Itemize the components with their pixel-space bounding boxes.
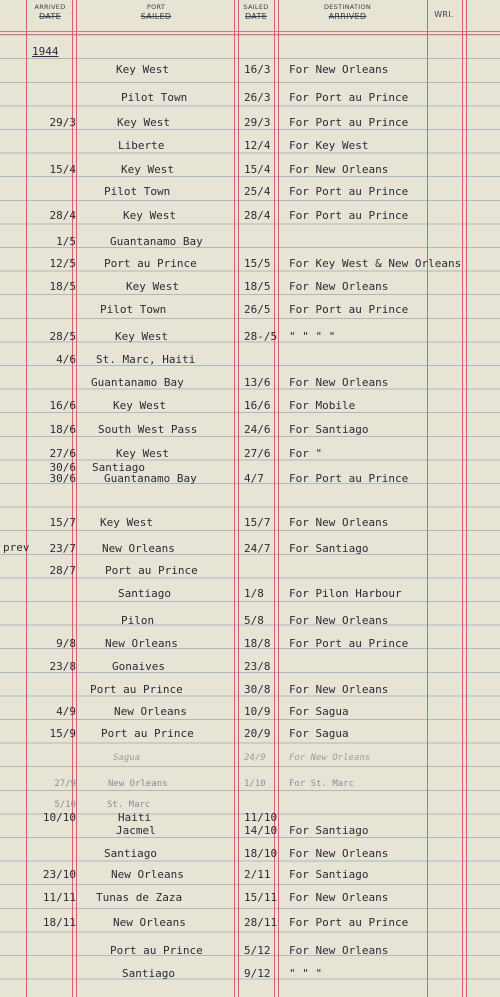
destination: For New Orleans xyxy=(289,164,389,176)
destination: For New Orleans xyxy=(289,684,389,696)
sailed-date: 18/10 xyxy=(244,847,278,860)
port-name: New Orleans xyxy=(114,705,187,718)
sailed-date: 26/5 xyxy=(244,303,271,316)
port-name: Guantanamo Bay xyxy=(110,235,203,248)
arrived-date: 15/7 xyxy=(49,516,76,529)
port-name: Key West xyxy=(116,447,169,460)
destination: For New Orleans xyxy=(289,615,389,627)
column-rule xyxy=(427,0,428,997)
port-name: St. Marc xyxy=(107,800,151,810)
sailed-date: 20/9 xyxy=(244,727,271,740)
sailed-date: 1/8 xyxy=(244,587,264,600)
year-label: 1944 xyxy=(32,45,59,58)
sailed-date: 16/6 xyxy=(244,399,271,412)
sailed-date: 11/10 xyxy=(244,811,278,824)
destination: For Port au Prince xyxy=(289,304,409,316)
sailed-date: 30/8 xyxy=(244,683,271,696)
destination: For St. Marc xyxy=(289,779,355,789)
arrived-date: 30/6 xyxy=(49,472,76,485)
sailed-date: 26/3 xyxy=(244,91,271,104)
arrived-date: 4/9 xyxy=(56,705,76,718)
arrived-date: 5/10 xyxy=(54,800,76,810)
sailed-date: 13/6 xyxy=(244,376,271,389)
port-name: Santiago xyxy=(104,847,157,860)
destination: For New Orleans xyxy=(289,892,389,904)
sailed-date: 2/11 xyxy=(244,868,271,881)
arrived-date: 27/6 xyxy=(49,447,76,460)
port-name: Key West xyxy=(126,280,179,293)
destination: For Port au Prince xyxy=(289,186,409,198)
port-name: Pilot Town xyxy=(121,91,188,104)
port-name: Port au Prince xyxy=(110,944,203,957)
column-rule xyxy=(76,0,77,997)
margin-note: prev xyxy=(3,541,30,554)
port-name: New Orleans xyxy=(113,916,186,929)
destination: " " " " xyxy=(289,331,336,343)
header-port: PORT SAILED xyxy=(140,3,172,21)
sailed-date: 29/3 xyxy=(244,116,271,129)
port-name: Key West xyxy=(113,399,166,412)
header-rule-2 xyxy=(0,34,500,35)
port-name: Key West xyxy=(123,209,176,222)
sailed-date: 4/7 xyxy=(244,472,264,485)
arrived-date: 12/5 xyxy=(49,257,76,270)
destination: For Mobile xyxy=(289,400,356,412)
destination: For Sagua xyxy=(289,728,349,740)
sailed-date: 23/8 xyxy=(244,660,271,673)
destination: For " xyxy=(289,448,323,460)
port-name: New Orleans xyxy=(105,637,178,650)
port-name: Port au Prince xyxy=(101,727,194,740)
column-rule xyxy=(462,0,463,997)
arrived-date: 28/7 xyxy=(49,564,76,577)
destination: For Santiago xyxy=(289,424,369,436)
sailed-date: 27/6 xyxy=(244,447,271,460)
sailed-date: 14/10 xyxy=(244,824,278,837)
destination: For New Orleans xyxy=(289,753,371,763)
sailed-date: 18/8 xyxy=(244,637,271,650)
port-name: Pilon xyxy=(121,614,155,627)
port-name: Haiti xyxy=(118,811,152,824)
sailed-date: 24/7 xyxy=(244,542,271,555)
destination: For Sagua xyxy=(289,706,349,718)
port-name: Tunas de Zaza xyxy=(96,891,183,904)
destination: For Port au Prince xyxy=(289,92,409,104)
port-name: Liberte xyxy=(118,139,165,152)
port-name: Gonaives xyxy=(112,660,165,673)
sailed-date: 25/4 xyxy=(244,185,271,198)
destination: For Port au Prince xyxy=(289,917,409,929)
header-destination: DESTINATION ARRIVED xyxy=(323,3,372,21)
destination: For Key West & New Orleans xyxy=(289,258,462,270)
port-name: Santiago xyxy=(118,587,171,600)
arrived-date: 18/5 xyxy=(49,280,76,293)
destination: For Santiago xyxy=(289,543,369,555)
destination: " " " xyxy=(289,968,323,980)
destination: For Key West xyxy=(289,140,369,152)
destination: For Santiago xyxy=(289,869,369,881)
sailed-date: 12/4 xyxy=(244,139,271,152)
port-name: Guantanamo Bay xyxy=(104,472,197,485)
port-name: Port au Prince xyxy=(104,257,197,270)
sailed-date: 28/4 xyxy=(244,209,271,222)
sailed-date: 15/4 xyxy=(244,163,271,176)
sailed-date: 15/5 xyxy=(244,257,271,270)
port-name: Pilot Town xyxy=(100,303,167,316)
header-sailed: SAILED DATE xyxy=(243,3,269,21)
arrived-date: 4/6 xyxy=(56,353,76,366)
port-name: Key West xyxy=(115,330,168,343)
port-name: Guantanamo Bay xyxy=(91,376,184,389)
arrived-date: 29/3 xyxy=(49,116,76,129)
port-name: Key West xyxy=(117,116,170,129)
port-name: Sagua xyxy=(113,753,141,763)
arrived-date: 11/11 xyxy=(42,891,76,904)
sailed-date: 1/10 xyxy=(244,779,266,789)
port-name: Port au Prince xyxy=(90,683,183,696)
arrived-date: 18/11 xyxy=(42,916,76,929)
port-name: Pilot Town xyxy=(104,185,171,198)
destination: For Pilon Harbour xyxy=(289,588,402,600)
arrived-date: 15/9 xyxy=(49,727,76,740)
port-name: New Orleans xyxy=(111,868,184,881)
destination: For New Orleans xyxy=(289,848,389,860)
port-name: Key West xyxy=(121,163,174,176)
column-rule xyxy=(278,0,279,997)
port-name: Jacmel xyxy=(116,824,156,837)
header-arrived: ARRIVED DATE xyxy=(34,3,66,21)
column-rule xyxy=(466,0,467,997)
sailed-date: 24/6 xyxy=(244,423,271,436)
port-name: South West Pass xyxy=(98,423,198,436)
destination: For New Orleans xyxy=(289,64,389,76)
sailed-date: 5/8 xyxy=(244,614,264,627)
sailed-date: 10/9 xyxy=(244,705,271,718)
port-name: New Orleans xyxy=(108,779,168,789)
destination: For New Orleans xyxy=(289,517,389,529)
arrived-date: 16/6 xyxy=(49,399,76,412)
column-rule xyxy=(234,0,235,997)
arrived-date: 23/10 xyxy=(42,868,76,881)
arrived-date: 27/9 xyxy=(54,779,76,789)
destination: For New Orleans xyxy=(289,281,389,293)
column-rule xyxy=(72,0,73,997)
arrived-date: 28/4 xyxy=(49,209,76,222)
port-name: Key West xyxy=(100,516,153,529)
port-name: St. Marc, Haiti xyxy=(96,353,196,366)
destination: For New Orleans xyxy=(289,377,389,389)
arrived-date: 15/4 xyxy=(49,163,76,176)
column-rule xyxy=(26,0,27,997)
header-wri: WRI. xyxy=(434,10,454,19)
sailed-date: 5/12 xyxy=(244,944,271,957)
sailed-date: 28/11 xyxy=(244,916,278,929)
sailed-date: 18/5 xyxy=(244,280,271,293)
sailed-date: 16/3 xyxy=(244,63,271,76)
arrived-date: 28/5 xyxy=(49,330,76,343)
destination: For Port au Prince xyxy=(289,638,409,650)
destination: For Port au Prince xyxy=(289,117,409,129)
arrived-date: 9/8 xyxy=(56,637,76,650)
arrived-date: 18/6 xyxy=(49,423,76,436)
port-name: Santiago xyxy=(92,461,145,474)
destination: For Santiago xyxy=(289,825,369,837)
port-name: Key West xyxy=(116,63,169,76)
header-rule xyxy=(0,31,500,32)
port-name: Santiago xyxy=(122,967,175,980)
destination: For Port au Prince xyxy=(289,210,409,222)
column-rule xyxy=(238,0,239,997)
arrived-date: 1/5 xyxy=(56,235,76,248)
arrived-date: 30/6 xyxy=(49,461,76,474)
destination: For New Orleans xyxy=(289,945,389,957)
sailed-date: 28-/5 xyxy=(244,330,278,343)
sailed-date: 15/7 xyxy=(244,516,271,529)
port-name: Port au Prince xyxy=(105,564,198,577)
sailed-date: 24/9 xyxy=(244,753,266,763)
arrived-date: 23/8 xyxy=(49,660,76,673)
arrived-date: 10/10 xyxy=(42,811,76,824)
arrived-date: 23/7 xyxy=(49,542,76,555)
destination: For Port au Prince xyxy=(289,473,409,485)
sailed-date: 9/12 xyxy=(244,967,271,980)
sailed-date: 15/11 xyxy=(244,891,278,904)
port-name: New Orleans xyxy=(102,542,175,555)
